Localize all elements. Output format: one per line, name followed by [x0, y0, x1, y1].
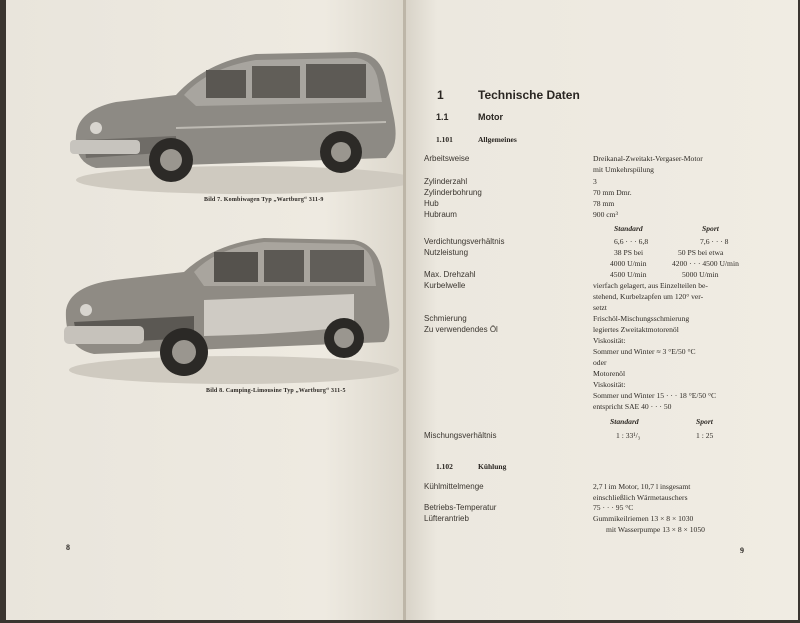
caption-bild-7: Bild 7. Kombiwagen Typ „Wartburg“ 311-9 [204, 197, 324, 203]
value-oel-7: Sommer und Winter 15 · · · 18 °E/50 °C [593, 391, 717, 400]
value-oel-4: oder [593, 358, 607, 367]
value-luefter-2: mit Wasserpumpe 13 × 8 × 1050 [606, 525, 705, 534]
label-arbeitsweise: Arbeitsweise [424, 154, 470, 163]
value-kurbelwelle-2: stehend, Kurbelzapfen um 120° ver- [593, 292, 704, 301]
value-mischung-sport: 1 : 25 [696, 431, 714, 440]
label-hubraum: Hubraum [424, 210, 457, 219]
label-kurbelwelle: Kurbelwelle [424, 281, 466, 290]
value-verdichtung-standard: 6,6 · · · 6,8 [614, 237, 649, 246]
value-leistung-standard-rpm: 4000 U/min [610, 259, 647, 268]
value-verdichtung-sport: 7,6 · · · 8 [700, 237, 729, 246]
label-luefter: Lüfterantrieb [424, 514, 469, 523]
label-betriebstemp: Betriebs-Temperatur [424, 503, 497, 512]
label-hub: Hub [424, 199, 439, 208]
sub-a-number: 1.101 [436, 135, 453, 144]
value-kuehl-1: 2,7 l im Motor, 10,7 l insgesamt [593, 482, 691, 491]
section-number: 1 [437, 88, 444, 102]
label-mischung: Mischungsverhältnis [424, 431, 497, 440]
value-leistung-sport-rpm: 4200 · · · 4500 U/min [672, 259, 739, 268]
value-oel-8: entspricht SAE 40 · · · 50 [593, 402, 672, 411]
label-schmierung: Schmierung [424, 314, 467, 323]
label-nutzleistung: Nutzleistung [424, 248, 469, 257]
value-arbeitsweise-1: Dreikanal-Zweitakt-Vergaser-Motor [593, 154, 703, 163]
car-photo-kombiwagen [56, 40, 416, 200]
value-leistung-sport: 50 PS bei etwa [678, 248, 724, 257]
value-zylinderbohrung: 70 mm Dmr. [593, 188, 632, 197]
value-oel-2: Viskosität: [593, 336, 626, 345]
value-leistung-standard: 38 PS bei [614, 248, 644, 257]
left-page [6, 0, 404, 620]
sub-b-title: Kühlung [478, 462, 507, 471]
value-kurbelwelle-1: vierfach gelagert, aus Einzelteilen be- [593, 281, 708, 290]
page-number-right: 9 [740, 546, 744, 555]
value-kuehl-2: einschließlich Wärmetauschers [593, 493, 688, 502]
label-oel: Zu verwendendes Öl [424, 325, 498, 334]
label-zylinderzahl: Zylinderzahl [424, 177, 468, 186]
value-luefter-1: Gummikeilriemen 13 × 8 × 1030 [593, 514, 694, 523]
label-verdichtung: Verdichtungsverhältnis [424, 237, 505, 246]
value-hubraum: 900 cm³ [593, 210, 618, 219]
value-drehzahl-sport: 5000 U/min [682, 270, 719, 279]
value-hub: 78 mm [593, 199, 615, 208]
value-schmierung: Frischöl-Mischungsschmierung [593, 314, 690, 323]
car-photo-camping-limousine [54, 230, 404, 390]
label-drehzahl: Max. Drehzahl [424, 270, 476, 279]
value-oel-6: Viskosität: [593, 380, 626, 389]
value-oel-5: Motorenöl [593, 369, 626, 378]
value-kurbelwelle-3: setzt [593, 303, 607, 312]
value-oel-1: legiertes Zweitaktmotorenöl [593, 325, 679, 334]
sub-a-title: Allgemeines [478, 135, 517, 144]
right-page [406, 0, 798, 620]
value-arbeitsweise-2: mit Umkehrspülung [593, 165, 654, 174]
page-number-left: 8 [66, 543, 70, 552]
column-standard-2: Standard [610, 417, 639, 426]
column-standard: Standard [614, 224, 643, 233]
value-betriebstemp: 75 · · · 95 °C [593, 503, 634, 512]
column-sport-2: Sport [696, 417, 713, 426]
value-mischung-standard: 1 : 33¹/₃ [616, 431, 641, 440]
caption-bild-8: Bild 8. Camping-Limousine Typ „Wartburg“ 311-5 [206, 388, 346, 394]
sub-b-number: 1.102 [436, 462, 453, 471]
label-kuehlmittel: Kühlmittelmenge [424, 482, 484, 491]
subsection-number: 1.1 [436, 112, 449, 122]
subsection-title: Motor [478, 112, 503, 122]
label-zylinderbohrung: Zylinderbohrung [424, 188, 482, 197]
section-title: Technische Daten [478, 88, 580, 102]
value-oel-3: Sommer und Winter ≈ 3 °E/50 °C [593, 347, 696, 356]
value-zylinderzahl: 3 [593, 177, 597, 186]
column-sport: Sport [702, 224, 719, 233]
value-drehzahl-standard: 4500 U/min [610, 270, 647, 279]
